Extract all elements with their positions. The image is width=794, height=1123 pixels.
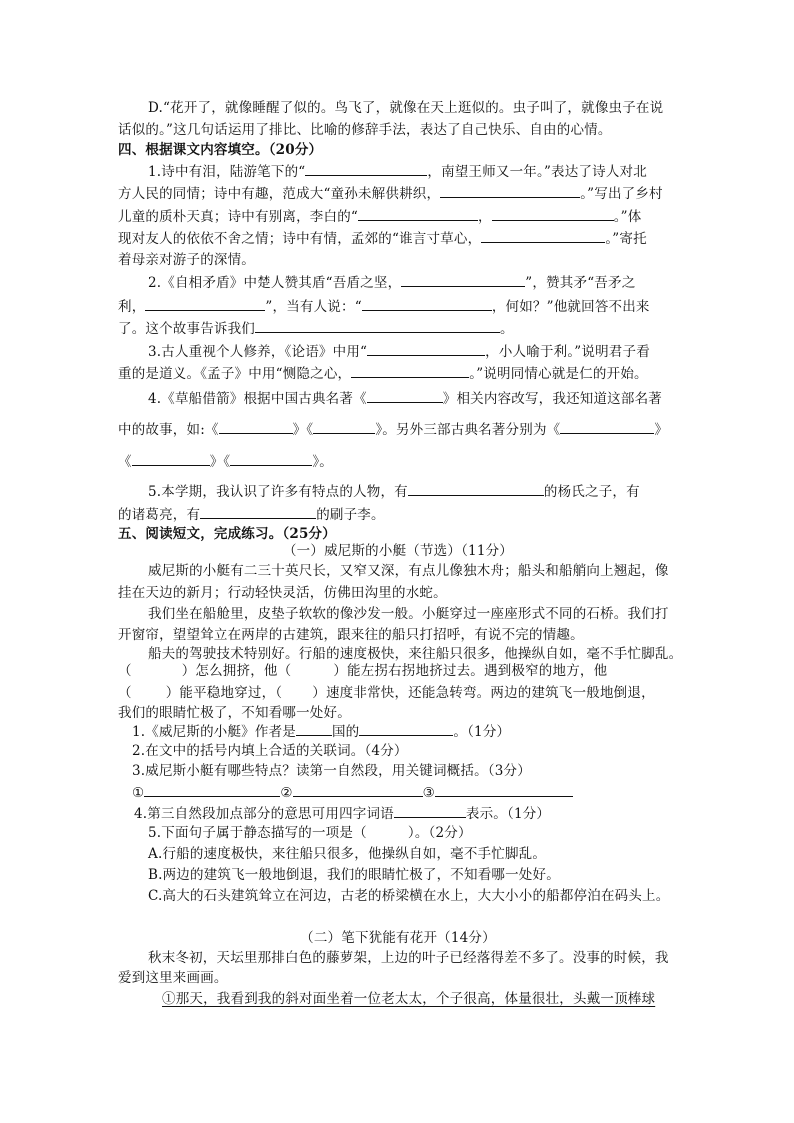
text: ③: [422, 785, 435, 801]
answer-blank[interactable]: [219, 420, 293, 434]
p1-option-b[interactable]: B.两边的建筑飞一般地倒退，我们的眼睛忙极了，不知看哪一处好。: [148, 867, 560, 883]
text: ）速度非常快，还能急转弯。两边的建筑飞一般地倒退，: [312, 685, 655, 701]
text: 4.第三自然段加点部分的意思可用四字词语: [134, 806, 394, 822]
p1-question-3-answers: [132, 783, 692, 802]
passage-1-line-blanks: [118, 662, 678, 680]
p1-question-4: [134, 804, 694, 823]
text: 1.《威尼斯的小艇》作者是: [132, 724, 296, 740]
section-5-heading: 五、阅读短文，完成练习。（25分）: [118, 526, 336, 542]
answer-blank[interactable]: [132, 452, 210, 466]
text: 的杨氏之子，有: [543, 484, 640, 500]
text: 《: [118, 454, 132, 470]
q3-line-a: [148, 342, 708, 361]
p1-question-1: [132, 722, 692, 741]
answer-blank[interactable]: [145, 297, 265, 311]
text: 》。: [312, 454, 334, 470]
text: 5.本学期，我认识了许多有特点的人物，有: [148, 484, 408, 500]
text: 1.诗中有泪，陆游笔下的“: [148, 164, 306, 180]
text: 利，: [118, 299, 146, 315]
text: 。”说明同情心就是仁的开始。: [469, 366, 648, 382]
passage-1-line-blanks: [118, 684, 678, 702]
q1-line-b: [118, 184, 678, 203]
q5-line-a: [148, 482, 708, 501]
passage-1-title: （一）威尼斯的小艇（节选）（11分）: [282, 543, 514, 559]
text: ）能平稳地穿过，（: [165, 685, 283, 701]
text: 的诸葛亮，有: [118, 507, 201, 523]
answer-blank[interactable]: [367, 389, 443, 403]
passage-1-line: 我们坐在船舱里，皮垫子软软的像沙发一般。小艇穿过一座座形式不同的石桥。我们打: [148, 606, 669, 622]
text: 国的: [331, 724, 360, 740]
answer-blank[interactable]: [358, 207, 478, 221]
text: 。”体: [613, 209, 642, 225]
text: ”，当有人说：“: [265, 299, 362, 315]
passage-2-line: 爱到这里来画画。: [118, 970, 228, 986]
text: 。: [500, 321, 514, 337]
q2-line-a: [148, 273, 708, 292]
passage-1-line: 开窗帘，望望耸立在两岸的古建筑，跟来往的船只打招呼，有说不完的情趣。: [118, 627, 584, 643]
passage-2-line: 秋末冬初，天坛里那排白色的藤萝架，上边的叶子已经落得差不多了。没事的时候，我: [148, 950, 669, 966]
answer-blank[interactable]: [305, 162, 427, 176]
text: 重的是道义。《孟子》中用“恻隐之心，: [118, 366, 352, 382]
answer-blank[interactable]: [293, 783, 423, 797]
text: 》《: [209, 454, 231, 470]
answer-blank[interactable]: [296, 722, 332, 736]
text: ”，赞其矛“吾矛之: [525, 275, 636, 291]
text: 。”寄托: [605, 231, 647, 247]
text: 》: [654, 422, 669, 438]
q1-line-c: [118, 207, 678, 226]
q4-line-b: [118, 420, 678, 439]
text: 了。这个故事告诉我们: [118, 321, 255, 337]
q5-line-b: [118, 505, 678, 524]
p1-option-c[interactable]: C.高大的石头建筑耸立在河边，古老的桥梁横在水上，大大小小的船都停泊在码头上。: [148, 888, 670, 904]
text: ②: [280, 785, 293, 801]
answer-blank[interactable]: [481, 229, 605, 243]
text: 中的故事，如:《: [118, 422, 219, 438]
p1-question-3: 3.威尼斯小艇有哪些特点？读第一自然段，用关键词概括。（3分）: [132, 763, 531, 779]
q4-line-c: [118, 452, 678, 471]
p1-question-2: 2.在文中的括号内填上合适的关联词。（4分）: [132, 743, 408, 759]
answer-blank[interactable]: [560, 420, 654, 434]
q3-line-b: [118, 364, 678, 383]
q4-line-a: [148, 389, 708, 408]
text: ）怎么拥挤，他（: [181, 663, 292, 679]
answer-blank[interactable]: [394, 804, 466, 818]
text: 的刷子李。: [316, 507, 385, 523]
q2-line-c: [118, 319, 678, 338]
text: （: [118, 685, 132, 701]
text: （: [118, 663, 132, 679]
answer-blank[interactable]: [440, 184, 580, 198]
answer-blank[interactable]: [401, 273, 525, 287]
passage-1-line: 挂在天边的新月；行动轻快灵活，仿佛田沟里的水蛇。: [118, 585, 447, 601]
text: ，何如？”他就回答不出来: [491, 299, 650, 315]
answer-blank[interactable]: [230, 452, 312, 466]
q1-line-a: [148, 162, 708, 181]
answer-blank[interactable]: [255, 319, 500, 333]
text: 3.古人重视个人修养，《论语》中用“: [148, 344, 368, 360]
passage-1-line: 我们的眼睛忙极了，不知看哪一处好。: [118, 705, 351, 721]
p1-question-5: 5.下面句子属于静态描写的一项是（ ）。（2分）: [148, 825, 472, 841]
option-d-line-1: D.“花开了，就像睡醒了似的。鸟飞了，就像在天上逛似的。虫子叫了，就像虫子在说: [148, 100, 664, 116]
text: 。（1分）: [453, 724, 511, 740]
answer-blank[interactable]: [351, 364, 469, 378]
text: 。”写出了乡村: [580, 186, 663, 202]
text: 方人民的同情；诗中有趣，范成大“童孙未解供耕织，: [118, 186, 441, 202]
passage-1-line: 威尼斯的小艇有二三十英尺长，又窄又深，有点儿像独木舟；船头和船艄向上翘起，像: [148, 563, 669, 579]
text: ，南望王师又一年。”表达了诗人对北: [427, 164, 647, 180]
answer-blank[interactable]: [200, 505, 316, 519]
answer-blank[interactable]: [492, 207, 614, 221]
passage-2-title: （二）笔下犹能有花开（14分）: [300, 930, 496, 946]
text: 儿童的质朴天真；诗中有别离，李白的“: [118, 209, 359, 225]
text: 》相关内容改写，我还知道这部名著: [442, 391, 662, 407]
passage-2-line-underlined: ①那天，我看到我的斜对面坐着一位老太太，个子很高，体量很壮，头戴一顶棒球: [162, 991, 656, 1007]
q2-line-b: [118, 297, 678, 316]
option-d-line-2: 话似的。”这几句话运用了排比、比喻的修辞手法，表达了自己快乐、自由的心情。: [118, 122, 612, 138]
answer-blank[interactable]: [435, 783, 573, 797]
text: 表示。（1分）: [465, 806, 551, 822]
answer-blank[interactable]: [408, 482, 544, 496]
answer-blank[interactable]: [367, 342, 485, 356]
text: 》《: [292, 422, 314, 438]
text: 现对友人的依依不舍之情；诗中有情，孟郊的“谁言寸草心，: [118, 231, 482, 247]
q1-line-e: 着母亲对游子的深情。: [118, 252, 255, 268]
text: ，: [478, 209, 492, 225]
text: 2.《自相矛盾》中楚人赞其盾“吾盾之坚，: [148, 275, 402, 291]
text: ，小人喻于利。”说明君子看: [485, 344, 650, 360]
text: ）能左拐右拐地挤过去。遇到极窄的地方，他: [333, 663, 608, 679]
answer-blank[interactable]: [144, 783, 280, 797]
answer-blank[interactable]: [359, 722, 453, 736]
q1-line-d: [118, 229, 678, 248]
section-4-heading: 四、根据课文内容填空。（20分）: [118, 142, 323, 158]
answer-blank[interactable]: [362, 297, 492, 311]
p1-option-a[interactable]: A.行船的速度极快，来往船只很多，他操纵自如，毫不手忙脚乱。: [148, 846, 547, 862]
passage-1-line: 船夫的驾驶技术特别好。行船的速度极快，来往船只很多，他操纵自如，毫不手忙脚乱。: [148, 646, 683, 662]
text: ①: [132, 785, 145, 801]
text: 4.《草船借箭》根据中国古典名著《: [148, 391, 367, 407]
text: 》。另外三部古典名著分别为《: [375, 422, 561, 438]
answer-blank[interactable]: [313, 420, 375, 434]
